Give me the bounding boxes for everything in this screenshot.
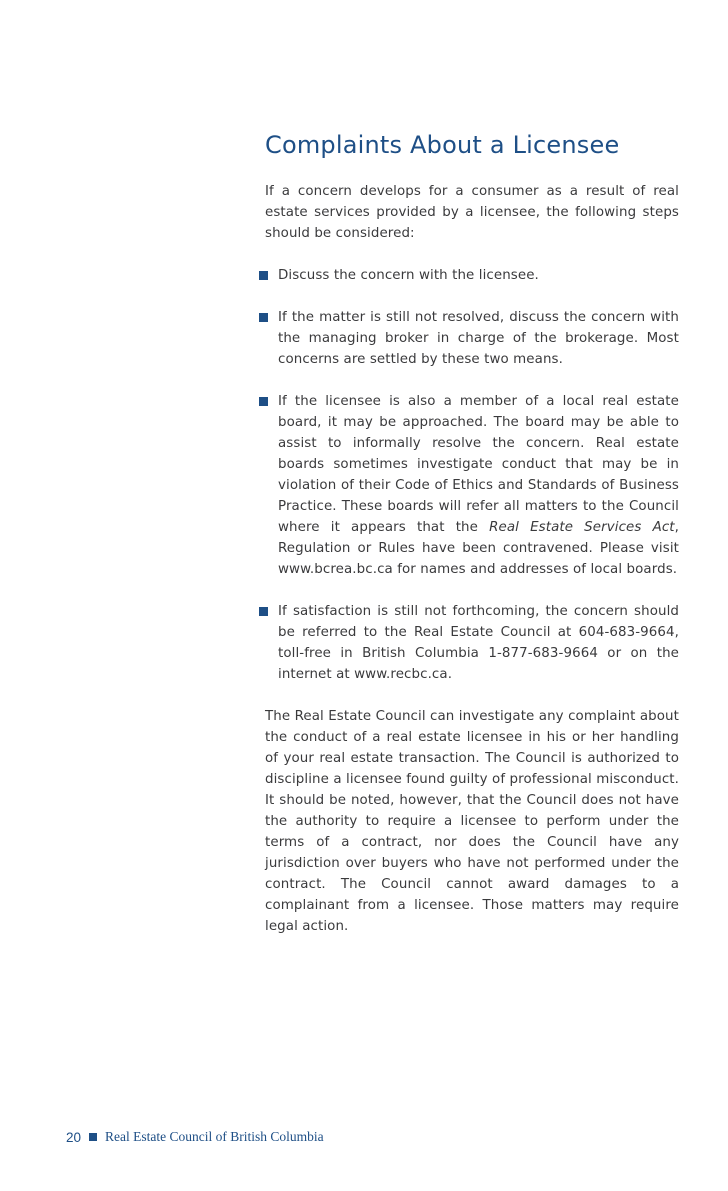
page-title: Complaints About a Licensee — [265, 131, 620, 159]
bullet-square-icon — [259, 397, 268, 406]
publisher-name: Real Estate Council of British Columbia — [105, 1129, 324, 1144]
page-number: 20 — [66, 1129, 82, 1145]
list-item — [265, 391, 679, 580]
list-item-text: If the matter is still not resolved, discuss the concern with the managing broker in charge of the brokerage. Most concerns are settled by these two means. — [278, 310, 679, 367]
list-item-text: Discuss the concern with the licensee. — [278, 268, 539, 283]
footer-square-icon — [89, 1133, 97, 1141]
list-item-text-part: , Regulation or Rules have been contravened. Please visit www.bcrea.bc.ca for names and addresses of local boards. — [278, 520, 679, 577]
list-item-text — [278, 391, 679, 580]
content-column — [265, 128, 679, 937]
list-item — [265, 601, 679, 685]
bullet-square-icon — [259, 313, 268, 322]
list-item-text-part: If the licensee is also a member of a local real estate board, it may be approached. The board may be able to assist to informally resolve the concern. Real estate boards sometimes investigate conduct that may be in violation of their Code of Ethics and Standards of Business Practice. These boards will refer all matters to the Council where it appears that the — [278, 394, 679, 535]
intro-paragraph: If a concern develops for a consumer as a result of real estate services provided by a licensee, the following steps should be considered: — [265, 184, 679, 241]
list-item-text: If satisfaction is still not forthcoming, the concern should be referred to the Real Estate Council at 604-683-9664, toll-free in British Columbia 1-877-683-9664 or on the internet at www.recbc.ca. — [278, 604, 679, 682]
bullet-square-icon — [259, 271, 268, 280]
closing-paragraph: The Real Estate Council can investigate any complaint about the conduct of a real estate licensee in his or her handling of your real estate transaction. The Council is authorized to discipline a licensee found guilty of professional misconduct. It should be noted, however, that the Council does not have the authority to require a licensee to perform under the terms of a contract, nor does the Council have any jurisdiction over buyers who have not performed under the contract. The Council cannot award damages to a complainant from a licensee. Those matters may require legal action. — [265, 709, 679, 934]
bullet-square-icon — [259, 607, 268, 616]
list-item — [265, 307, 679, 370]
page-footer — [66, 1129, 324, 1145]
steps-list — [265, 265, 679, 685]
act-title: Real Estate Services Act — [489, 520, 675, 535]
list-item — [265, 265, 679, 286]
